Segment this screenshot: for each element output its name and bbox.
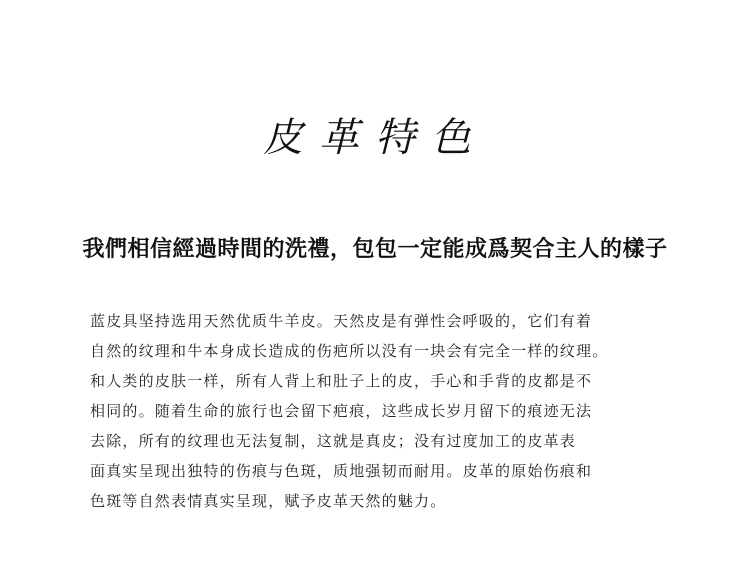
body-line: 色斑等自然表情真实呈现，赋予皮革天然的魅力。 xyxy=(90,492,447,510)
body-line: 相同的。随着生命的旅行也会留下疤痕，这些成长岁月留下的痕迹无法 xyxy=(90,402,593,420)
body-line: 自然的纹理和牛本身成长造成的伤疤所以没有一块会有完全一样的纹理。 xyxy=(90,342,609,360)
body-text xyxy=(90,306,680,516)
body-line: 去除，所有的纹理也无法复制，这就是真皮；没有过度加工的皮革表 xyxy=(90,432,577,450)
page-subtitle: 我們相信經過時間的洗禮，包包一定能成爲契合主人的樣子 xyxy=(82,236,668,262)
body-line: 和人类的皮肤一样，所有人背上和肚子上的皮，手心和手背的皮都是不 xyxy=(90,372,593,390)
body-line: 蓝皮具坚持选用天然优质牛羊皮。天然皮是有弹性会呼吸的，它们有着 xyxy=(90,312,593,330)
page-title: 皮革特色 xyxy=(263,115,487,161)
body-line: 面真实呈现出独特的伤痕与色斑，质地强韧而耐用。皮革的原始伤痕和 xyxy=(90,462,593,480)
